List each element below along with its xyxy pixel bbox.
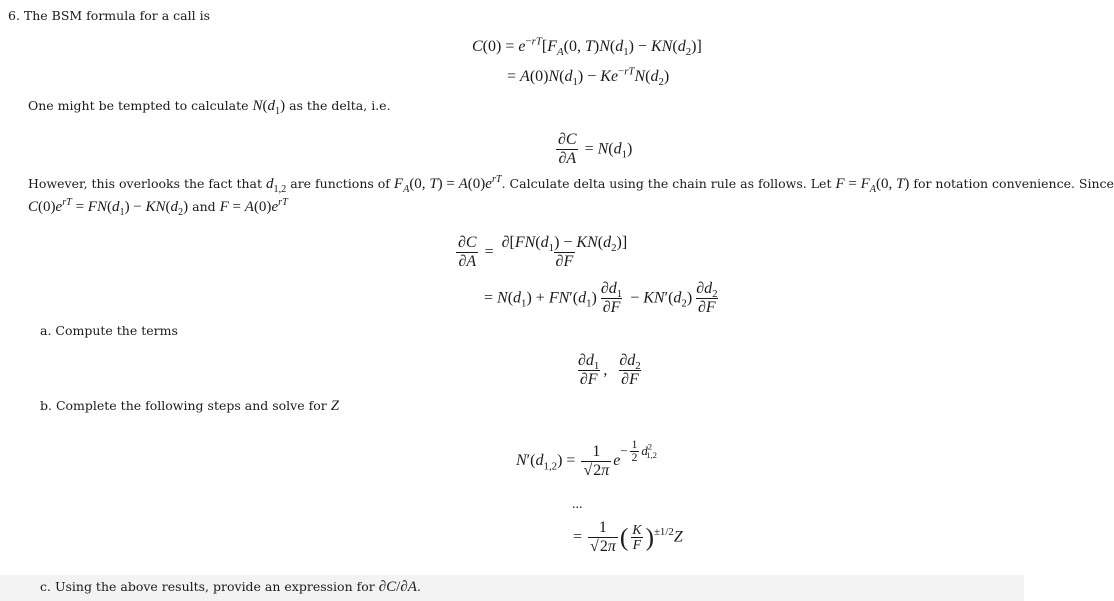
tempted-line bbox=[28, 97, 391, 115]
question-heading: 6. The BSM formula for a call is bbox=[8, 8, 210, 23]
chain-rule-line2: = $N(d_1) + FN'(d_1)$ $\frac{\partial d_1}{\partial F}$ − $KN'(d_2)$ $\frac{\partial d_2}{\partial F}$ bbox=[484, 280, 718, 316]
nd1-inline: $N(d_1)$ bbox=[252, 98, 286, 117]
however-line: However, this overlooks the fact that $d_{1,2}$ are functions of $F_A(0$, $T) = A(0)e^{rT}$. Calculate delta using the chain rule as follows. Let $F = F_A(0$, T) for notation convenience. Since bbox=[28, 174, 1114, 195]
notation-text: for notation convenience. Since bbox=[913, 176, 1114, 191]
density-z-equation: = $\frac{1}{√2\pi}$ ( $\frac{K}{F}$ )$^{\pm 1/2}$Z bbox=[573, 519, 683, 555]
since-line: $C(0)e^{rT} = FN(d_1) - KN(d_2)$ and $F = A(0)e^{rT}$ bbox=[28, 197, 288, 218]
tempted-text: One might be tempted to calculate bbox=[28, 98, 249, 113]
part-a: a. Compute the terms bbox=[40, 323, 178, 338]
are-functions-of-text: are functions of bbox=[290, 176, 390, 191]
part-c: c. Using the above results, provide an expression for ∂C/∂A. bbox=[40, 579, 421, 595]
bsm-formula-line1: $C(0) = e^{-rT}[F_A(0$, $T)N(d_1) - KN(d_2)$] bbox=[472, 35, 702, 59]
naive-delta-equation: $\frac{\partial C}{\partial A}$ = $N(d_1)$ bbox=[558, 131, 633, 167]
and-text: and bbox=[192, 199, 216, 214]
terms-to-compute: $\frac{\partial d_1}{\partial F}$ , $\frac{\partial d_2}{\partial F}$ bbox=[578, 352, 641, 388]
ellipsis: ... bbox=[572, 497, 583, 512]
calc-delta-text: . Calculate delta using the chain rule as follows. Let bbox=[501, 176, 832, 191]
bsm-formula-line2: = $A(0)N(d_1) - Ke^{-rT}N(d_2)$ bbox=[507, 65, 670, 89]
however-text: However, this overlooks the fact that bbox=[28, 176, 263, 191]
chain-rule-line1: $\frac{\partial C}{\partial A}$ = $\frac{\partial[FN(d_1) - KN(d_2)]}{\partial F}$ bbox=[458, 234, 628, 270]
part-b: b. Complete the following steps and solve for Z bbox=[40, 398, 340, 414]
part-b-text: b. Complete the following steps and solve for bbox=[40, 398, 327, 413]
normal-density-equation: $N'(d_{1,2})$ = $\frac{1}{√2\pi}$ $e^{- \frac{1}{2} d^2_{1,2}}$ bbox=[516, 439, 657, 479]
tempted-suffix: as the delta, i.e. bbox=[289, 98, 391, 113]
part-c-text: c. Using the above results, provide an expression for bbox=[40, 579, 375, 594]
part-c-period: . bbox=[416, 579, 421, 594]
